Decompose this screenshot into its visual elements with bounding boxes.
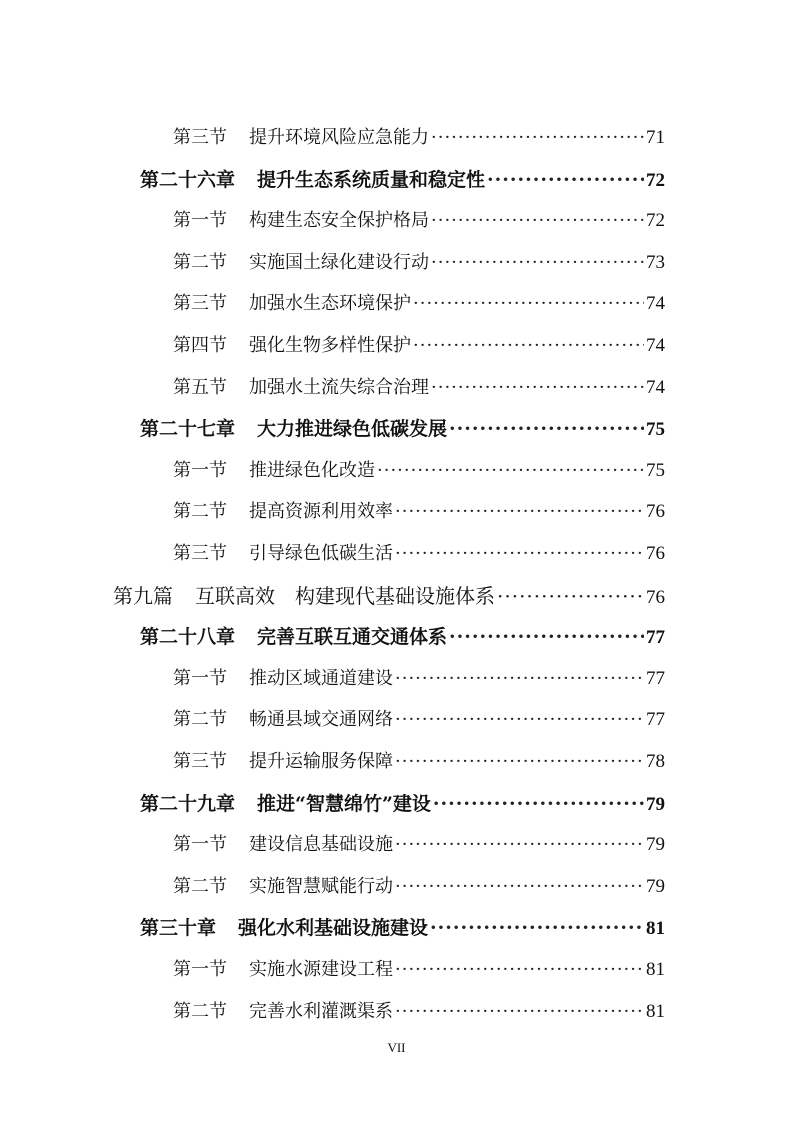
entry-title: 推进“智慧绵竹”建设 (257, 792, 431, 815)
entry-number: 第四节 (173, 335, 227, 356)
toc-entry[interactable] (140, 907, 665, 949)
entry-number: 第九篇 (113, 583, 173, 608)
entry-page: 79 (646, 875, 665, 897)
entry-number: 第三节 (173, 543, 227, 564)
toc-entry[interactable] (173, 117, 665, 159)
entry-number: 第二十六章 (140, 168, 236, 191)
toc-entry[interactable] (173, 283, 665, 325)
entry-title: 强化水利基础设施建设 (238, 917, 429, 940)
dot-leader (395, 491, 644, 533)
entry-title: 引导绿色低碳生活 (249, 543, 393, 564)
entry-page: 75 (646, 459, 665, 481)
toc-entry[interactable] (173, 824, 665, 866)
entry-page: 74 (646, 293, 665, 315)
toc-entry[interactable] (173, 325, 665, 367)
toc-entry[interactable] (173, 367, 665, 409)
entry-title: 提升环境风险应急能力 (249, 127, 429, 148)
entry-title: 大力推进绿色低碳发展 (257, 418, 448, 441)
entry-title: 实施国土绿化建设行动 (249, 251, 429, 273)
entry-number: 第三节 (173, 751, 227, 772)
dot-leader (431, 117, 644, 159)
entry-title: 提升生态系统质量和稳定性 (257, 168, 486, 191)
entry-title: 建设信息基础设施 (249, 834, 393, 856)
dot-leader (430, 907, 644, 949)
entry-number: 第二十九章 (140, 792, 236, 815)
entry-title: 完善水利灌溉渠系 (249, 1000, 393, 1022)
entry-number: 第一节 (173, 959, 227, 980)
entry-title: 加强水土流失综合治理 (249, 376, 429, 398)
entry-page: 73 (646, 251, 665, 273)
dot-leader (487, 159, 644, 201)
entry-page: 81 (646, 918, 665, 940)
entry-title: 畅通县域交通网络 (249, 709, 393, 731)
dot-leader (431, 242, 644, 284)
dot-leader (395, 533, 644, 575)
entry-page: 74 (646, 376, 665, 398)
dot-leader (413, 325, 644, 367)
entry-page: 76 (646, 543, 665, 564)
dot-leader (395, 699, 644, 741)
entry-page: 77 (646, 709, 665, 731)
toc-entry[interactable] (173, 658, 665, 700)
toc-entry[interactable] (173, 949, 665, 991)
entry-page: 72 (646, 169, 665, 191)
toc-entry[interactable] (140, 159, 665, 201)
toc-entry[interactable] (140, 616, 665, 658)
entry-page: 76 (646, 501, 665, 523)
entry-page: 75 (646, 419, 665, 441)
entry-page: 78 (646, 751, 665, 772)
entry-page: 74 (646, 335, 665, 356)
dot-leader (395, 949, 644, 991)
entry-number: 第三十章 (140, 917, 217, 940)
entry-page: 79 (646, 793, 665, 815)
toc-entry[interactable] (113, 575, 665, 617)
entry-page: 79 (646, 834, 665, 856)
entry-title: 强化生物多样性保护 (249, 335, 411, 356)
toc-entry[interactable] (173, 242, 665, 284)
entry-number: 第一节 (173, 210, 227, 232)
entry-page: 77 (646, 667, 665, 689)
entry-number: 第二十八章 (140, 626, 236, 649)
dot-leader (395, 991, 644, 1033)
page-footer-number: VII (387, 1040, 406, 1055)
dot-leader (431, 367, 644, 409)
dot-leader (395, 866, 644, 908)
entry-title: 完善互联互通交通体系 (257, 626, 448, 649)
entry-number: 第二十七章 (140, 418, 236, 441)
entry-title: 实施智慧赋能行动 (249, 875, 393, 897)
entry-title: 实施水源建设工程 (249, 959, 393, 980)
entry-title: 提高资源利用效率 (249, 501, 393, 523)
entry-title: 互联高效 构建现代基础设施体系 (195, 583, 495, 608)
entry-number: 第一节 (173, 834, 227, 856)
dot-leader (395, 824, 644, 866)
entry-title: 加强水生态环境保护 (249, 293, 411, 315)
dot-leader (395, 658, 644, 700)
entry-page: 72 (646, 210, 665, 232)
toc-entry[interactable] (173, 200, 665, 242)
entry-title: 构建生态安全保护格局 (249, 210, 429, 232)
dot-leader (433, 783, 644, 825)
dot-leader (497, 575, 644, 617)
entry-page: 71 (646, 127, 665, 148)
entry-number: 第五节 (173, 376, 227, 398)
dot-leader (395, 741, 644, 783)
entry-page: 81 (646, 959, 665, 980)
dot-leader (413, 283, 644, 325)
toc-entry[interactable] (173, 699, 665, 741)
toc-entry[interactable] (140, 783, 665, 825)
entry-number: 第一节 (173, 667, 227, 689)
dot-leader (449, 616, 644, 658)
entry-page: 81 (646, 1000, 665, 1022)
entry-number: 第二节 (173, 1000, 227, 1022)
toc-entry[interactable] (173, 741, 665, 783)
entry-number: 第一节 (173, 459, 227, 481)
toc-entry[interactable] (140, 408, 665, 450)
dot-leader (449, 408, 644, 450)
entry-number: 第二节 (173, 251, 227, 273)
entry-number: 第二节 (173, 709, 227, 731)
entry-title: 推动区域通道建设 (249, 667, 393, 689)
dot-leader (377, 450, 644, 492)
entry-title: 提升运输服务保障 (249, 751, 393, 772)
entry-page: 77 (646, 627, 665, 649)
entry-page: 76 (646, 586, 665, 608)
toc-entry[interactable] (173, 533, 665, 575)
entry-number: 第二节 (173, 501, 227, 523)
dot-leader (431, 200, 644, 242)
toc-entry[interactable] (173, 991, 665, 1033)
toc-entry[interactable] (173, 491, 665, 533)
entry-number: 第二节 (173, 875, 227, 897)
entry-title: 推进绿色化改造 (249, 459, 375, 481)
entry-number: 第三节 (173, 127, 227, 148)
toc-entry[interactable] (173, 450, 665, 492)
toc-entry[interactable] (173, 866, 665, 908)
entry-number: 第三节 (173, 293, 227, 315)
